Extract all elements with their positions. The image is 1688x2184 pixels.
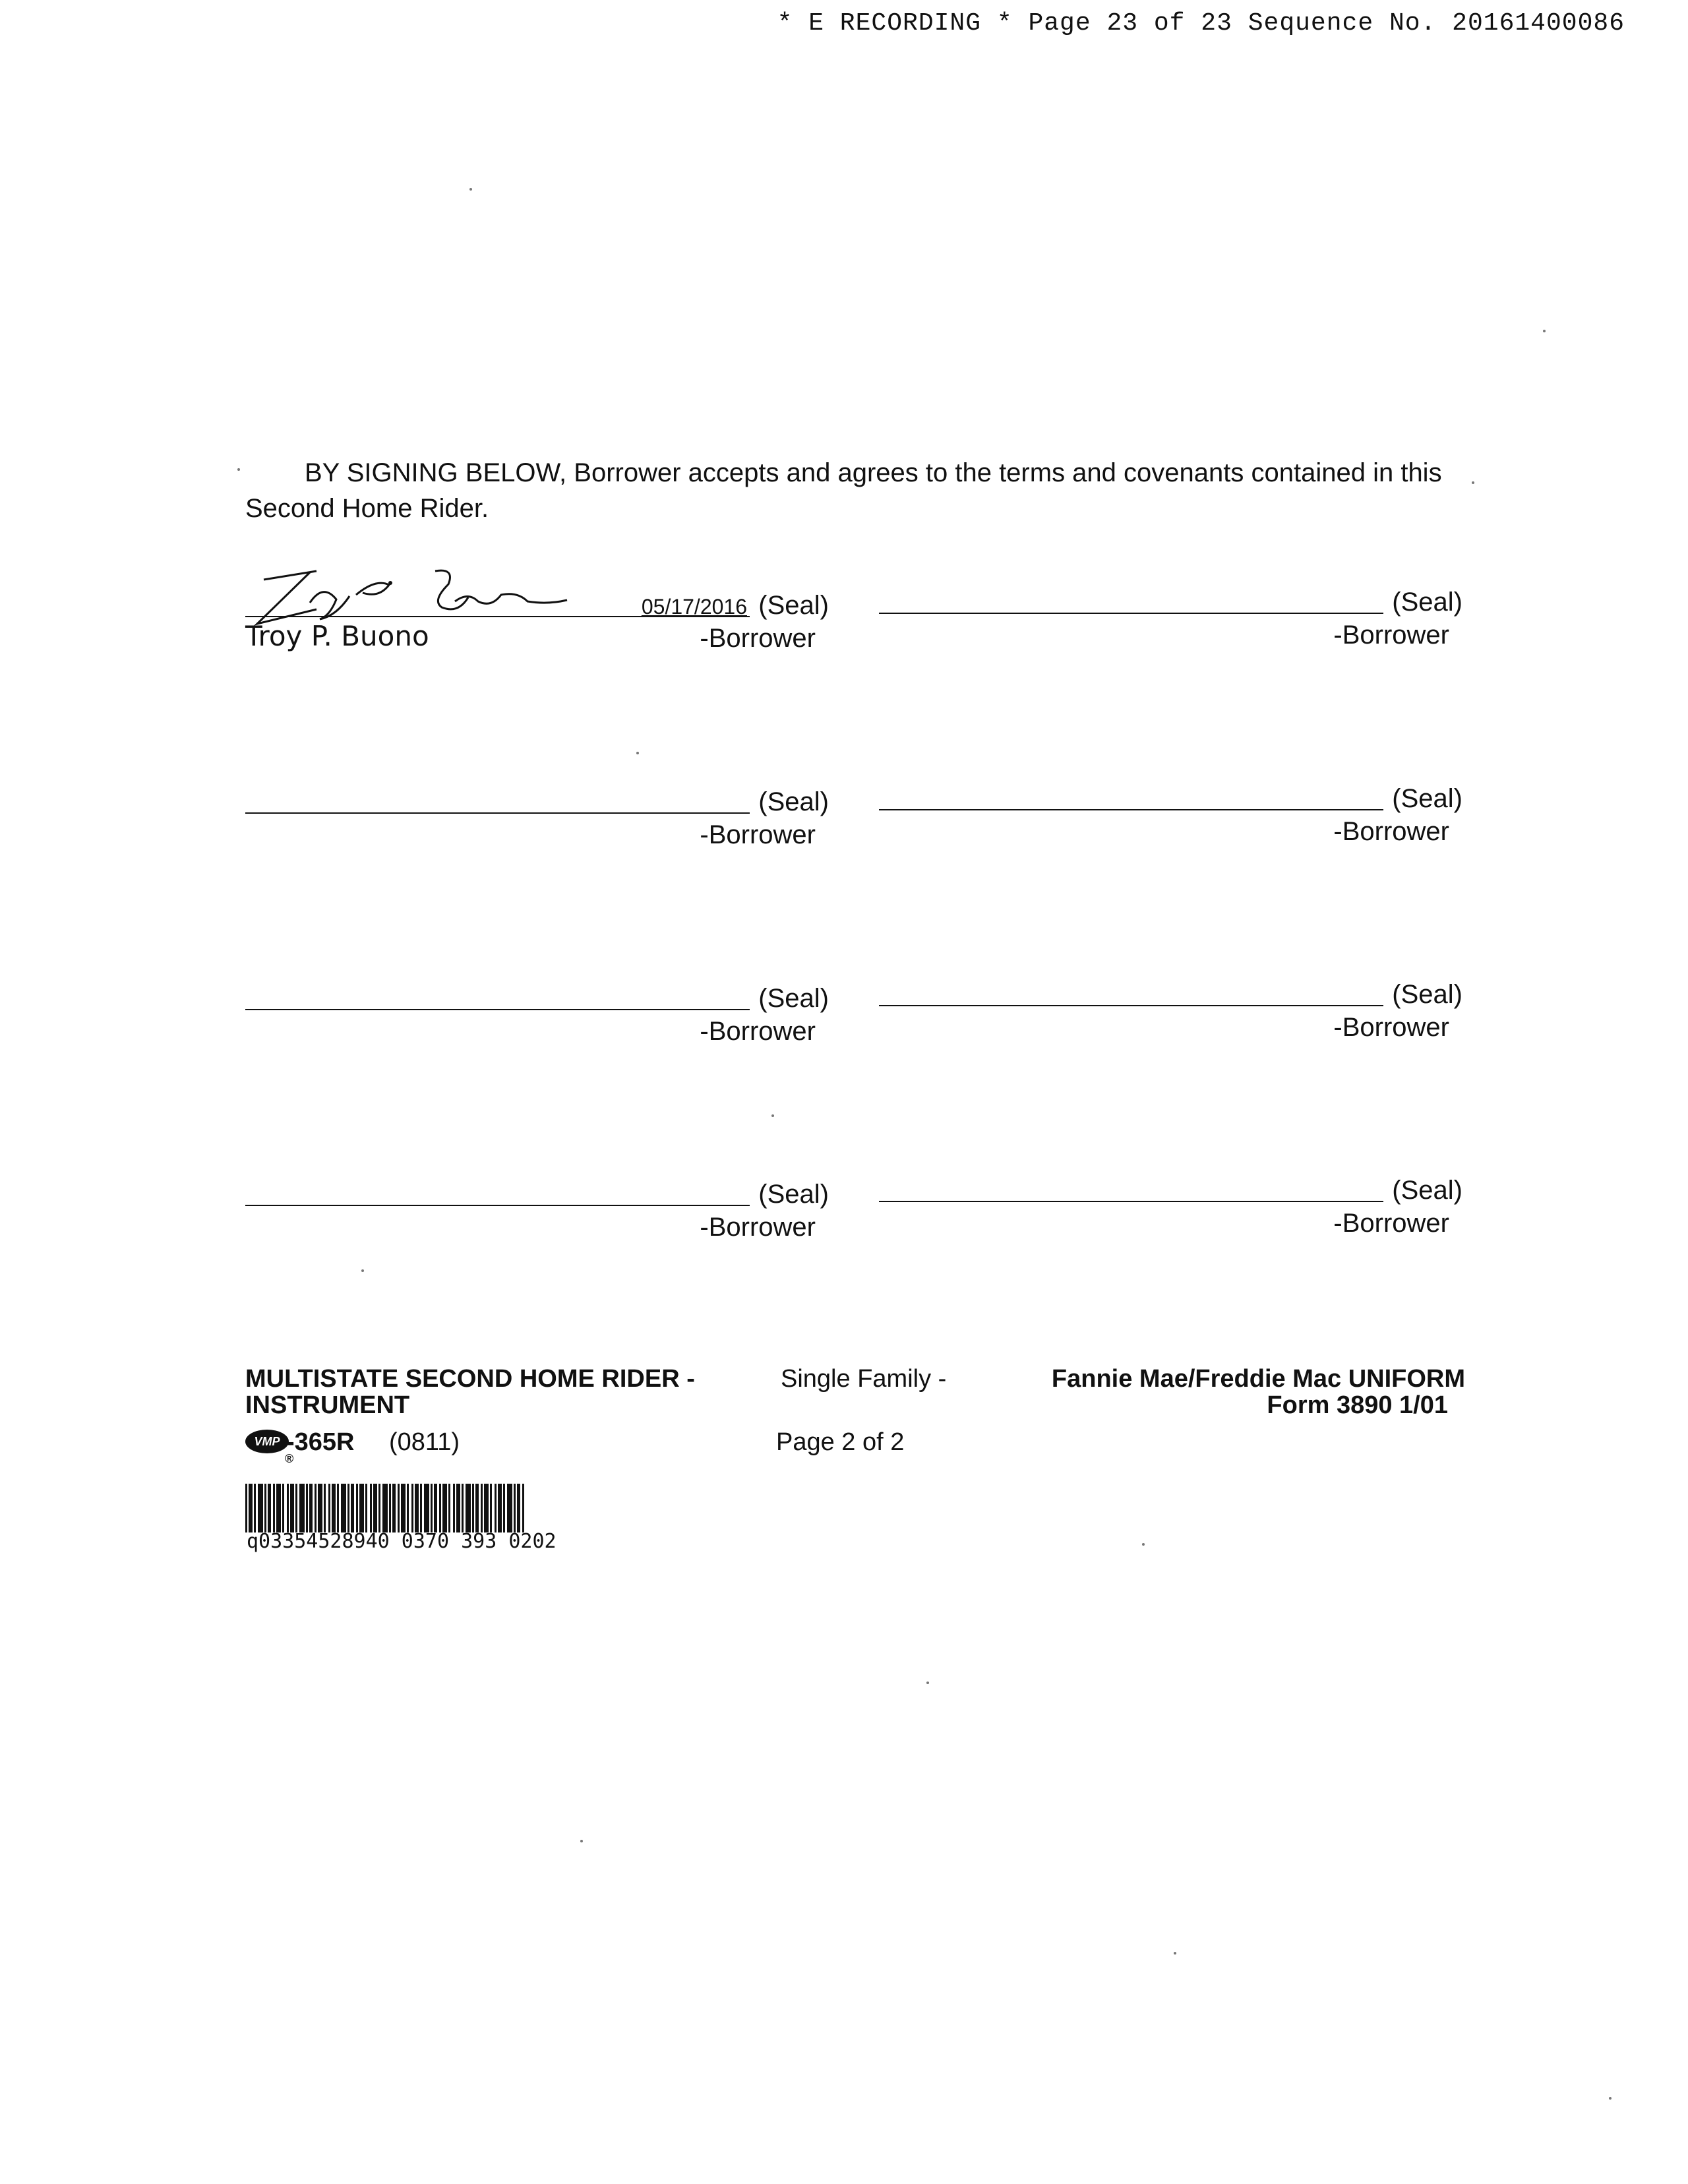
form-subtitle: Single Family - [781,1365,947,1393]
scan-speck [771,1114,774,1117]
barcode-bar [415,1484,419,1532]
barcode-bar [264,1484,266,1532]
barcode-bar [401,1484,406,1532]
barcode-bar [411,1484,413,1532]
barcode-bar [273,1484,275,1532]
scan-speck [469,188,472,191]
scan-speck [1472,481,1474,484]
barcode-bar [332,1484,336,1532]
barcode-bar [328,1484,330,1532]
signature-block-borrower-8 [879,1165,1462,1238]
scan-speck [926,1682,929,1684]
barcode-bar [389,1484,391,1532]
scan-speck [237,468,240,471]
barcode-bar [498,1484,502,1532]
barcode-bar [309,1484,313,1532]
form-number: Form 3890 1/01 [1267,1391,1448,1419]
barcode-bar [373,1484,377,1532]
barcode-bar [276,1484,281,1532]
barcode-bar [503,1484,505,1532]
signature-block-borrower-3 [245,777,829,849]
signature-line [245,812,750,814]
barcode-bar [299,1484,305,1532]
barcode-bar [481,1484,483,1532]
borrower-label: -Borrower [1333,817,1449,846]
barcode-bar [514,1484,516,1532]
barcode-bar [495,1484,497,1532]
barcode-bar [398,1484,400,1532]
borrower-label: -Borrower [1333,621,1449,650]
signing-statement-text: BY SIGNING BELOW, Borrower accepts and agrees to the terms and covenants contained in this Second Home Rider. [245,458,1442,523]
barcode-bar [347,1484,349,1532]
form-code-revision: (0811) [389,1428,460,1456]
form-title: MULTISTATE SECOND HOME RIDER - [245,1365,695,1393]
signature-block-borrower-2 [879,577,1462,650]
signature-block-borrower-4 [879,774,1462,846]
barcode-bar [462,1484,464,1532]
signer-name: Troy P. Buono [245,620,429,652]
seal-label: (Seal) [1392,588,1462,617]
signature-line [879,809,1383,810]
barcode-bar [258,1484,263,1532]
barcode-bar [453,1484,455,1532]
barcode-bar [318,1484,322,1532]
borrower-label: -Borrower [1333,1209,1449,1238]
scan-speck [1609,2097,1612,2100]
barcode-bar [466,1484,471,1532]
barcode-bar [522,1484,524,1532]
signature-line [879,1201,1383,1202]
signature-line [879,1005,1383,1006]
signature-block-borrower-1 [245,580,829,653]
seal-label: (Seal) [758,1180,829,1209]
barcode-bar [245,1484,247,1532]
barcode-bar [431,1484,433,1532]
seal-label: (Seal) [758,591,829,620]
barcode-bar [439,1484,441,1532]
barcode-bar [517,1484,520,1532]
seal-label: (Seal) [758,787,829,816]
registered-mark: ® [285,1452,294,1465]
borrower-label: -Borrower [700,1213,816,1242]
barcode-bar [290,1484,294,1532]
barcode-bar [287,1484,289,1532]
barcode-bar [475,1484,479,1532]
barcode-bar [407,1484,409,1532]
borrower-label: -Borrower [700,624,816,653]
scan-speck [1142,1543,1145,1546]
seal-label: (Seal) [1392,784,1462,813]
seal-label: (Seal) [1392,1176,1462,1205]
scan-speck [1174,1952,1176,1955]
form-footer [245,1365,1465,1465]
barcode-bar [249,1484,253,1532]
barcode-bar [359,1484,364,1532]
barcode-bar [341,1484,346,1532]
barcode-number: q03354528940 0370 393 0202 [247,1530,557,1553]
barcode-bar [370,1484,372,1532]
signature-line [245,1009,750,1010]
page-number: Page 2 of 2 [776,1428,905,1456]
borrower-label: -Borrower [700,820,816,849]
seal-label: (Seal) [1392,980,1462,1009]
barcode-bar [392,1484,396,1532]
barcode-bar [356,1484,358,1532]
barcode-bar [282,1484,284,1532]
barcode-bar [472,1484,474,1532]
form-code: -365R [286,1428,355,1456]
barcode-bar [424,1484,429,1532]
barcode-bar [254,1484,256,1532]
scan-speck [580,1840,583,1842]
barcode-bar [420,1484,422,1532]
barcode-bar [306,1484,308,1532]
barcode-bar [268,1484,271,1532]
barcode-bar [442,1484,447,1532]
barcode-bar [295,1484,297,1532]
form-issuer: Fannie Mae/Freddie Mac UNIFORM [1051,1365,1465,1393]
barcode-bar [507,1484,512,1532]
barcode-bar [337,1484,339,1532]
barcode-bar [351,1484,354,1532]
signature-block-borrower-7 [245,1169,829,1242]
barcode-bar [382,1484,388,1532]
barcode-bar [490,1484,492,1532]
scan-speck [361,1269,364,1272]
signature-line [245,1205,750,1206]
signature-block-borrower-5 [245,973,829,1046]
scan-speck [1543,330,1546,332]
recording-stamp: * E RECORDING * Page 23 of 23 Sequence No. 20161400086 [777,9,1625,38]
scan-speck [636,752,639,754]
signature-date: 05/17/2016 [641,595,747,619]
barcode-bar [378,1484,380,1532]
signature-block-borrower-6 [879,969,1462,1042]
barcode-bar [484,1484,489,1532]
barcode-bar [365,1484,367,1532]
borrower-label: -Borrower [700,1017,816,1046]
barcode-bar [456,1484,460,1532]
barcode-bar [324,1484,326,1532]
signature-line [879,613,1383,614]
barcode-bar [448,1484,450,1532]
barcode-bar [315,1484,316,1532]
borrower-label: -Borrower [1333,1013,1449,1042]
signing-statement [245,455,1459,526]
barcode-icon [245,1484,720,1532]
vmp-logo-icon: VMP [245,1430,289,1453]
seal-label: (Seal) [758,984,829,1013]
form-title-line2: INSTRUMENT [245,1391,410,1419]
barcode-bar [434,1484,437,1532]
